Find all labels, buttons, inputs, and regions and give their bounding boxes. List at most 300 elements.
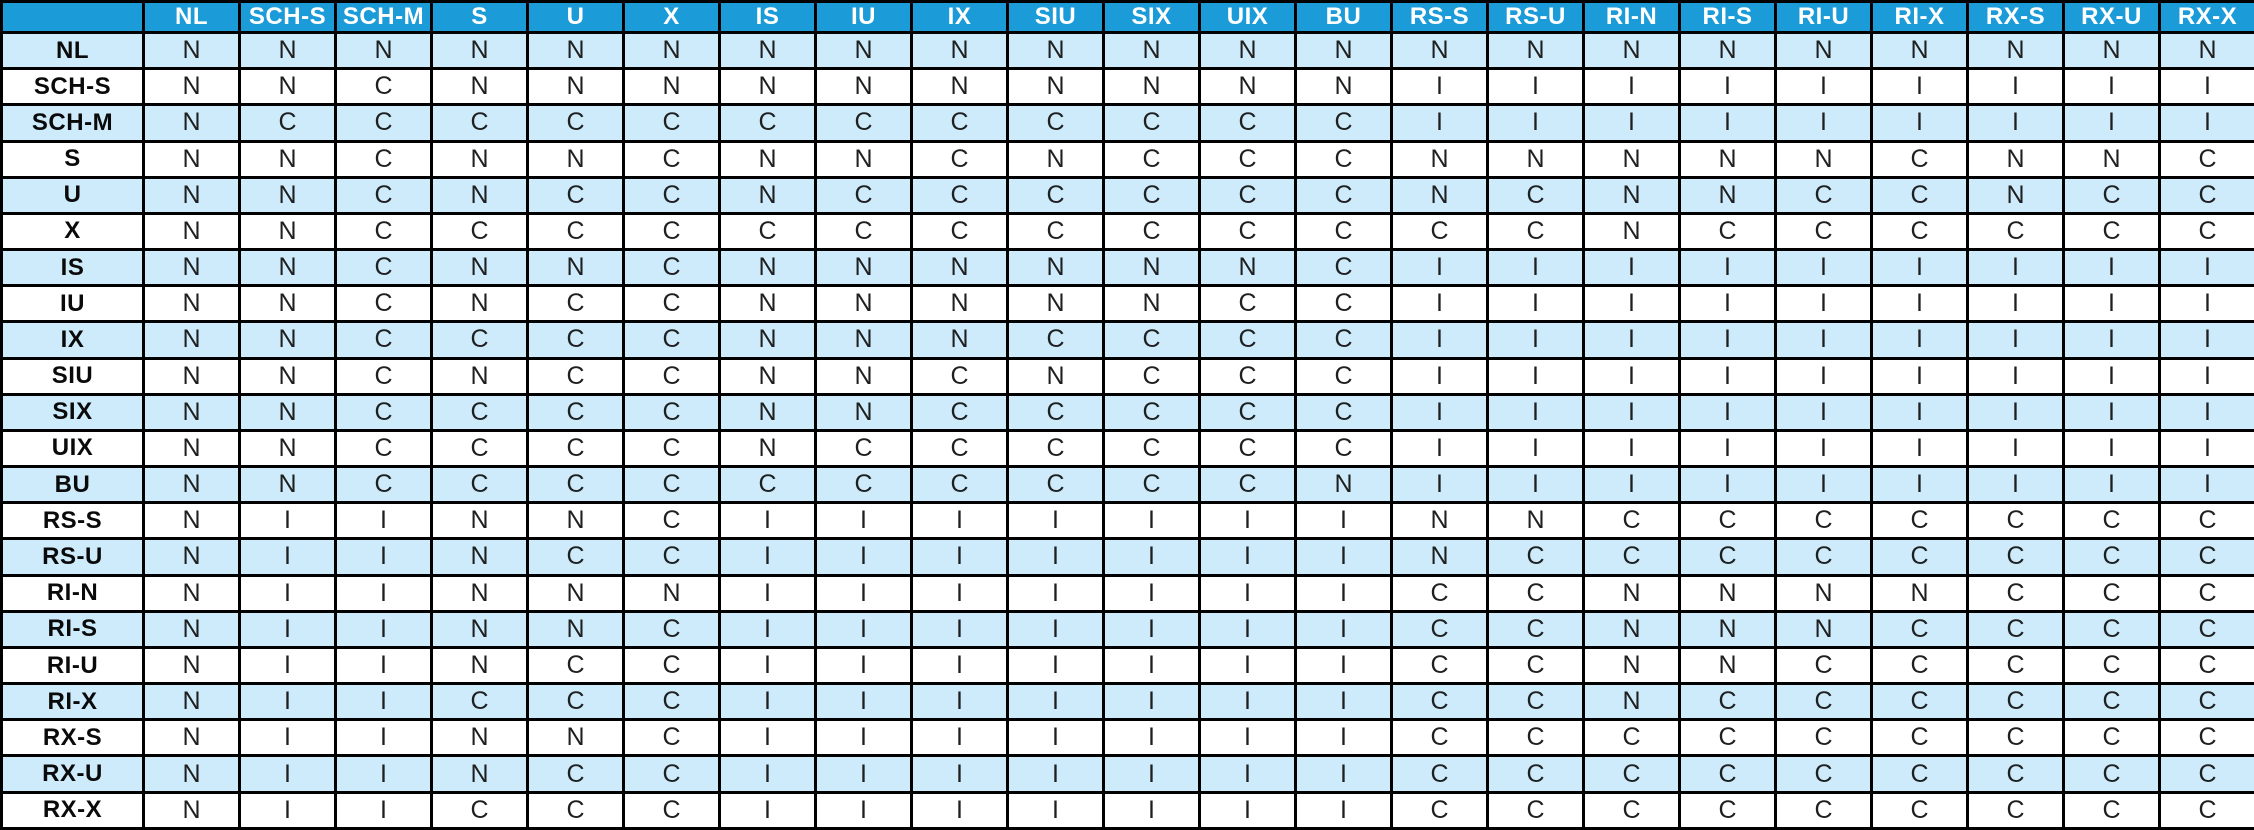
matrix-cell: C	[1968, 539, 2064, 575]
matrix-cell: C	[1392, 213, 1488, 249]
matrix-cell: C	[2160, 177, 2254, 213]
matrix-cell: C	[1776, 720, 1872, 756]
matrix-cell: N	[1968, 177, 2064, 213]
matrix-cell: C	[1104, 322, 1200, 358]
matrix-cell: C	[528, 647, 624, 683]
matrix-cell: N	[1008, 250, 1104, 286]
matrix-cell: C	[336, 250, 432, 286]
matrix-cell: N	[432, 358, 528, 394]
matrix-cell: I	[1776, 394, 1872, 430]
matrix-cell: C	[1872, 756, 1968, 792]
table-row	[2, 720, 2254, 756]
matrix-cell: N	[1392, 539, 1488, 575]
matrix-cell: I	[1104, 539, 1200, 575]
matrix-cell: N	[240, 33, 336, 69]
matrix-cell: C	[624, 720, 720, 756]
matrix-cell: C	[336, 286, 432, 322]
matrix-cell: N	[336, 33, 432, 69]
matrix-header	[2, 2, 2254, 33]
matrix-cell: C	[624, 647, 720, 683]
column-header: SCH-S	[240, 2, 336, 33]
matrix-cell: C	[1488, 647, 1584, 683]
matrix-cell: I	[1008, 792, 1104, 828]
matrix-cell: C	[1200, 177, 1296, 213]
matrix-cell: C	[2160, 684, 2254, 720]
matrix-cell: N	[1680, 647, 1776, 683]
matrix-cell: C	[1296, 430, 1392, 466]
table-row	[2, 539, 2254, 575]
matrix-cell: I	[1488, 467, 1584, 503]
matrix-cell: N	[144, 358, 240, 394]
matrix-cell: C	[432, 684, 528, 720]
matrix-cell: N	[912, 33, 1008, 69]
table-row	[2, 213, 2254, 249]
matrix-cell: N	[624, 33, 720, 69]
matrix-cell: I	[1584, 467, 1680, 503]
matrix-cell: C	[1776, 177, 1872, 213]
row-header: S	[2, 141, 144, 177]
matrix-cell: C	[624, 539, 720, 575]
matrix-cell: I	[816, 720, 912, 756]
matrix-cell: N	[144, 647, 240, 683]
matrix-cell: I	[336, 792, 432, 828]
matrix-cell: N	[1008, 358, 1104, 394]
matrix-cell: I	[1392, 430, 1488, 466]
matrix-cell: N	[1584, 33, 1680, 69]
matrix-cell: N	[240, 394, 336, 430]
matrix-cell: N	[2064, 141, 2160, 177]
matrix-cell: C	[1776, 647, 1872, 683]
matrix-cell: I	[1488, 286, 1584, 322]
matrix-cell: C	[912, 358, 1008, 394]
matrix-cell: I	[1296, 539, 1392, 575]
matrix-cell: C	[912, 141, 1008, 177]
matrix-cell: I	[1488, 358, 1584, 394]
matrix-cell: N	[1968, 141, 2064, 177]
matrix-cell: N	[432, 69, 528, 105]
matrix-cell: I	[2160, 358, 2254, 394]
matrix-cell: C	[2160, 141, 2254, 177]
matrix-cell: C	[2160, 575, 2254, 611]
matrix-cell: N	[1008, 286, 1104, 322]
matrix-cell: I	[1392, 250, 1488, 286]
matrix-cell: I	[1872, 358, 1968, 394]
column-header: RI-U	[1776, 2, 1872, 33]
matrix-cell: I	[1680, 467, 1776, 503]
matrix-cell: I	[2064, 394, 2160, 430]
row-header: NL	[2, 33, 144, 69]
table-row	[2, 684, 2254, 720]
matrix-cell: I	[1680, 322, 1776, 358]
matrix-cell: C	[624, 394, 720, 430]
column-header: BU	[1296, 2, 1392, 33]
matrix-cell: N	[144, 503, 240, 539]
matrix-cell: N	[528, 503, 624, 539]
matrix-cell: C	[1584, 720, 1680, 756]
matrix-cell: C	[1392, 756, 1488, 792]
matrix-cell: I	[240, 647, 336, 683]
matrix-cell: N	[1776, 33, 1872, 69]
matrix-cell: N	[1680, 141, 1776, 177]
matrix-cell: C	[1200, 322, 1296, 358]
matrix-cell: N	[432, 611, 528, 647]
column-header: RX-U	[2064, 2, 2160, 33]
matrix-cell: C	[336, 177, 432, 213]
matrix-cell: C	[720, 105, 816, 141]
matrix-cell: N	[240, 322, 336, 358]
matrix-cell: C	[1200, 467, 1296, 503]
matrix-cell: I	[1872, 69, 1968, 105]
table-row	[2, 105, 2254, 141]
matrix-cell: N	[2160, 33, 2254, 69]
matrix-cell: I	[1296, 756, 1392, 792]
matrix-cell: C	[624, 213, 720, 249]
matrix-cell: I	[1680, 105, 1776, 141]
column-header: U	[528, 2, 624, 33]
matrix-cell: I	[336, 575, 432, 611]
matrix-cell: I	[336, 684, 432, 720]
matrix-cell: N	[1872, 33, 1968, 69]
matrix-cell: I	[1488, 250, 1584, 286]
column-header: SIU	[1008, 2, 1104, 33]
matrix-cell: N	[720, 33, 816, 69]
matrix-cell: C	[1104, 105, 1200, 141]
row-header: RI-U	[2, 647, 144, 683]
matrix-cell: I	[912, 792, 1008, 828]
matrix-cell: C	[624, 684, 720, 720]
matrix-cell: N	[144, 720, 240, 756]
matrix-cell: C	[816, 105, 912, 141]
matrix-cell: C	[528, 430, 624, 466]
matrix-cell: I	[1968, 250, 2064, 286]
matrix-cell: C	[1392, 792, 1488, 828]
matrix-cell: N	[1488, 141, 1584, 177]
matrix-cell: I	[1776, 286, 1872, 322]
matrix-cell: C	[336, 105, 432, 141]
column-header: IS	[720, 2, 816, 33]
matrix-cell: N	[144, 539, 240, 575]
matrix-cell: N	[1008, 141, 1104, 177]
matrix-cell: C	[624, 177, 720, 213]
matrix-cell: N	[720, 250, 816, 286]
matrix-cell: I	[336, 611, 432, 647]
matrix-cell: C	[1968, 213, 2064, 249]
matrix-cell: I	[1488, 394, 1584, 430]
matrix-cell: I	[1776, 467, 1872, 503]
matrix-cell: C	[432, 394, 528, 430]
matrix-cell: C	[912, 394, 1008, 430]
matrix-cell: C	[1296, 213, 1392, 249]
row-header: RS-U	[2, 539, 144, 575]
matrix-cell: C	[1296, 105, 1392, 141]
matrix-cell: I	[1968, 394, 2064, 430]
matrix-cell: N	[144, 69, 240, 105]
matrix-cell: N	[1680, 611, 1776, 647]
matrix-cell: C	[1296, 141, 1392, 177]
matrix-cell: I	[2160, 322, 2254, 358]
matrix-cell: I	[912, 684, 1008, 720]
table-row	[2, 394, 2254, 430]
row-header: IS	[2, 250, 144, 286]
matrix-cell: I	[1584, 358, 1680, 394]
matrix-cell: C	[816, 467, 912, 503]
matrix-cell: N	[528, 69, 624, 105]
matrix-cell: C	[432, 213, 528, 249]
matrix-cell: C	[528, 684, 624, 720]
matrix-cell: I	[912, 647, 1008, 683]
matrix-cell: C	[720, 213, 816, 249]
matrix-cell: I	[1776, 105, 1872, 141]
matrix-cell: N	[240, 141, 336, 177]
matrix-cell: I	[1584, 394, 1680, 430]
matrix-cell: I	[1008, 720, 1104, 756]
matrix-cell: N	[1968, 33, 2064, 69]
matrix-cell: N	[1584, 684, 1680, 720]
matrix-cell: C	[624, 358, 720, 394]
matrix-cell: C	[1392, 720, 1488, 756]
matrix-cell: I	[1104, 720, 1200, 756]
matrix-cell: C	[1968, 684, 2064, 720]
matrix-cell: I	[816, 792, 912, 828]
row-header: U	[2, 177, 144, 213]
matrix-cell: C	[624, 141, 720, 177]
matrix-cell: N	[144, 250, 240, 286]
matrix-cell: N	[1296, 69, 1392, 105]
matrix-cell: C	[528, 105, 624, 141]
matrix-cell: C	[1296, 394, 1392, 430]
matrix-cell: C	[528, 286, 624, 322]
matrix-cell: I	[1296, 792, 1392, 828]
matrix-cell: I	[1584, 322, 1680, 358]
matrix-cell: C	[1488, 684, 1584, 720]
row-header: RI-N	[2, 575, 144, 611]
column-header: RS-U	[1488, 2, 1584, 33]
matrix-cell: C	[1968, 756, 2064, 792]
matrix-cell: N	[144, 213, 240, 249]
matrix-cell: N	[144, 756, 240, 792]
row-header: BU	[2, 467, 144, 503]
matrix-cell: I	[1584, 286, 1680, 322]
matrix-cell: N	[720, 358, 816, 394]
column-header: RI-X	[1872, 2, 1968, 33]
matrix-cell: I	[1488, 322, 1584, 358]
matrix-cell: I	[1296, 720, 1392, 756]
matrix-cell: C	[336, 213, 432, 249]
matrix-cell: I	[1968, 358, 2064, 394]
matrix-cell: I	[2160, 467, 2254, 503]
matrix-cell: N	[432, 250, 528, 286]
matrix-cell: C	[1200, 213, 1296, 249]
matrix-cell: I	[1104, 575, 1200, 611]
table-row	[2, 467, 2254, 503]
matrix-cell: C	[1680, 720, 1776, 756]
matrix-cell: N	[240, 358, 336, 394]
matrix-cell: I	[1968, 322, 2064, 358]
matrix-cell: N	[1392, 141, 1488, 177]
matrix-cell: I	[816, 756, 912, 792]
matrix-cell: I	[1872, 322, 1968, 358]
table-row	[2, 177, 2254, 213]
matrix-cell: I	[1680, 69, 1776, 105]
matrix-cell: N	[1392, 177, 1488, 213]
matrix-cell: N	[1104, 33, 1200, 69]
matrix-cell: N	[1680, 575, 1776, 611]
matrix-cell: C	[1776, 213, 1872, 249]
matrix-cell: C	[2160, 611, 2254, 647]
matrix-cell: N	[816, 141, 912, 177]
matrix-cell: N	[1584, 213, 1680, 249]
matrix-cell: I	[720, 756, 816, 792]
matrix-cell: C	[432, 467, 528, 503]
matrix-cell: N	[240, 467, 336, 503]
matrix-cell: C	[624, 430, 720, 466]
matrix-cell: N	[144, 575, 240, 611]
matrix-cell: C	[1392, 611, 1488, 647]
matrix-cell: I	[1680, 394, 1776, 430]
matrix-cell: I	[1392, 69, 1488, 105]
matrix-cell: C	[1008, 394, 1104, 430]
matrix-cell: I	[1008, 503, 1104, 539]
table-row	[2, 286, 2254, 322]
matrix-cell: C	[1968, 575, 2064, 611]
matrix-cell: C	[624, 250, 720, 286]
matrix-cell: C	[1968, 503, 2064, 539]
matrix-cell: C	[816, 430, 912, 466]
matrix-cell: C	[1872, 720, 1968, 756]
table-row	[2, 322, 2254, 358]
matrix-cell: I	[1584, 69, 1680, 105]
matrix-cell: N	[240, 286, 336, 322]
matrix-cell: I	[1296, 575, 1392, 611]
matrix-cell: C	[1488, 756, 1584, 792]
matrix-cell: I	[1584, 430, 1680, 466]
matrix-cell: I	[1200, 792, 1296, 828]
matrix-cell: N	[816, 358, 912, 394]
matrix-cell: N	[1680, 177, 1776, 213]
matrix-cell: C	[1296, 358, 1392, 394]
matrix-cell: I	[720, 720, 816, 756]
matrix-cell: N	[432, 539, 528, 575]
matrix-cell: I	[2064, 105, 2160, 141]
matrix-cell: N	[144, 430, 240, 466]
matrix-cell: N	[1584, 611, 1680, 647]
row-header: RX-U	[2, 756, 144, 792]
matrix-cell: C	[1488, 792, 1584, 828]
matrix-cell: C	[2064, 647, 2160, 683]
matrix-cell: C	[1488, 177, 1584, 213]
matrix-cell: C	[624, 611, 720, 647]
column-header: RI-N	[1584, 2, 1680, 33]
matrix-cell: N	[720, 69, 816, 105]
matrix-cell: N	[1584, 575, 1680, 611]
matrix-cell: C	[816, 177, 912, 213]
table-row	[2, 756, 2254, 792]
matrix-cell: N	[720, 394, 816, 430]
matrix-cell: C	[336, 430, 432, 466]
matrix-cell: C	[528, 322, 624, 358]
matrix-cell: I	[1872, 467, 1968, 503]
matrix-cell: C	[1680, 539, 1776, 575]
matrix-cell: N	[144, 105, 240, 141]
column-header: RS-S	[1392, 2, 1488, 33]
row-header: SIX	[2, 394, 144, 430]
matrix-cell: C	[1104, 177, 1200, 213]
table-row	[2, 430, 2254, 466]
table-row	[2, 69, 2254, 105]
matrix-cell: C	[1584, 503, 1680, 539]
matrix-cell: N	[1104, 69, 1200, 105]
matrix-cell: C	[528, 213, 624, 249]
matrix-cell: C	[1104, 141, 1200, 177]
matrix-cell: N	[624, 575, 720, 611]
matrix-cell: C	[1968, 647, 2064, 683]
matrix-cell: N	[144, 611, 240, 647]
matrix-cell: N	[816, 394, 912, 430]
matrix-cell: I	[2160, 69, 2254, 105]
table-row	[2, 358, 2254, 394]
matrix-cell: C	[2160, 503, 2254, 539]
matrix-cell: I	[1488, 105, 1584, 141]
matrix-cell: N	[816, 250, 912, 286]
matrix-cell: I	[816, 684, 912, 720]
table-row	[2, 792, 2254, 828]
matrix-cell: C	[624, 467, 720, 503]
matrix-cell: N	[1872, 575, 1968, 611]
matrix-cell: I	[1200, 684, 1296, 720]
matrix-cell: I	[1296, 684, 1392, 720]
matrix-cell: C	[1008, 213, 1104, 249]
matrix-cell: I	[1008, 611, 1104, 647]
matrix-cell: C	[1488, 539, 1584, 575]
matrix-cell: C	[1488, 720, 1584, 756]
matrix-cell: N	[528, 611, 624, 647]
matrix-cell: C	[1008, 105, 1104, 141]
matrix-cell: C	[2064, 213, 2160, 249]
matrix-cell: C	[1200, 286, 1296, 322]
column-header: IU	[816, 2, 912, 33]
matrix-cell: C	[1488, 575, 1584, 611]
matrix-cell: I	[1776, 430, 1872, 466]
matrix-cell: I	[2160, 250, 2254, 286]
matrix-cell: C	[1968, 720, 2064, 756]
matrix-cell: N	[1104, 250, 1200, 286]
matrix-cell: I	[912, 720, 1008, 756]
matrix-cell: I	[1968, 430, 2064, 466]
column-header: IX	[912, 2, 1008, 33]
column-header: SCH-M	[336, 2, 432, 33]
matrix-cell: I	[1488, 69, 1584, 105]
matrix-cell: C	[1680, 792, 1776, 828]
matrix-cell: C	[1776, 756, 1872, 792]
matrix-cell: C	[2160, 539, 2254, 575]
matrix-cell: C	[1968, 611, 2064, 647]
matrix-cell: C	[1872, 611, 1968, 647]
matrix-cell: N	[240, 430, 336, 466]
matrix-cell: C	[1392, 684, 1488, 720]
header-row	[2, 2, 2254, 33]
matrix-cell: C	[528, 394, 624, 430]
column-header: SIX	[1104, 2, 1200, 33]
column-header: X	[624, 2, 720, 33]
matrix-cell: C	[1296, 250, 1392, 286]
matrix-cell: C	[1872, 539, 1968, 575]
matrix-cell: C	[624, 105, 720, 141]
matrix-cell: C	[2160, 720, 2254, 756]
matrix-cell: N	[144, 792, 240, 828]
matrix-cell: N	[1392, 503, 1488, 539]
matrix-cell: N	[144, 286, 240, 322]
matrix-cell: C	[1200, 430, 1296, 466]
